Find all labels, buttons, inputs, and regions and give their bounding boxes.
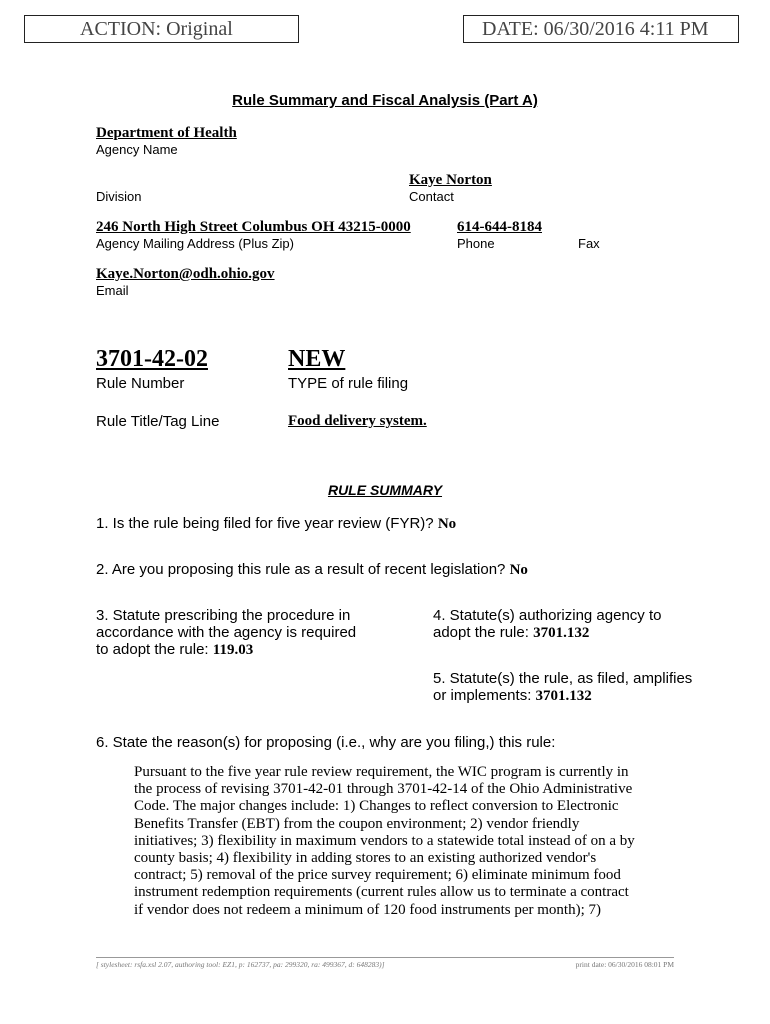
footer-stylesheet-info: [ stylesheet: rsfa.xsl 2.07, authoring tool: EZ1, p: 162737, pa: 299320, ra: 499367, d: 648283)] [96,960,385,969]
reason-line: contract; 5) removal of the price survey requirement; 6) eliminate minimum food [134,867,621,884]
email-value: Kaye.Norton@odh.ohio.gov [96,266,275,282]
question-1-text: 1. Is the rule being filed for five year review (FYR)? [96,515,434,532]
question-4-line-1: 4. Statute(s) authorizing agency to [433,607,662,624]
rule-number-label: Rule Number [96,375,185,392]
date-text: DATE: 06/30/2016 4:11 PM [482,18,709,40]
reason-line: county basis; 4) flexibility in adding stores to an existing authorized vendor's [134,850,597,867]
question-3 [96,607,356,659]
action-text: ACTION: Original [80,18,233,40]
answer-5: 3701.132 [535,688,592,704]
answer-4: 3701.132 [533,625,590,641]
date-box [463,15,739,43]
contact-label: Contact [409,189,454,204]
question-2 [96,561,528,579]
question-2-text: 2. Are you proposing this rule as a result of recent legislation? [96,561,506,578]
question-3-line-3: to adopt the rule: [96,641,209,658]
question-5-line-2: or implements: [433,687,532,704]
question-1 [96,515,456,533]
rule-number-value: 3701-42-02 [96,346,208,372]
division-label: Division [96,189,142,204]
question-5 [433,670,692,705]
agency-name-value: Department of Health [96,125,237,141]
question-4-line-2: adopt the rule: [433,624,529,641]
reason-line: if vendor does not redeem a minimum of 120 food instruments per month); 7) [134,901,601,918]
address-label: Agency Mailing Address (Plus Zip) [96,236,294,251]
question-3-line-2: accordance with the agency is required [96,624,357,641]
action-box [24,15,299,43]
question-5-line-1: 5. Statute(s) the rule, as filed, amplifies [433,670,693,687]
email-label: Email [96,283,129,298]
reason-paragraph [134,764,694,919]
rule-title-label: Rule Title/Tag Line [96,413,220,430]
rule-type-value: NEW [288,346,346,372]
phone-label: Phone [457,236,495,251]
footer [96,957,674,972]
contact-value: Kaye Norton [409,172,492,188]
footer-print-date: print date: 06/30/2016 08:01 PM [575,960,674,969]
fax-label: Fax [578,236,600,251]
reason-line: instrument redemption requirements (current rules allow us to terminate a contract [134,884,629,901]
rule-title-value: Food delivery system. [288,413,427,429]
reason-line: Pursuant to the five year rule review requirement, the WIC program is currently in [134,764,629,780]
rule-type-label: TYPE of rule filing [288,375,409,392]
reason-line: initiatives; 3) flexibility in maximum vendors to a statewide total instead of on a by [134,832,635,849]
answer-3: 119.03 [212,642,254,658]
answer-1: No [437,516,457,532]
answer-2: No [509,562,528,578]
rule-summary-heading: RULE SUMMARY [327,482,443,498]
question-6: 6. State the reason(s) for proposing (i.e., why are you filing,) this rule: [96,734,556,751]
page-title: Rule Summary and Fiscal Analysis (Part A) [232,92,538,109]
address-value: 246 North High Street Columbus OH 43215-0000 [96,219,411,235]
question-4 [433,607,661,642]
reason-line: the process of revising 3701-42-01 through 3701-42-14 of the Ohio Administrative [134,781,633,798]
reason-line: Benefits Transfer (EBT) from the coupon environment; 2) vendor friendly [134,815,580,832]
reason-line: Code. The major changes include: 1) Changes to reflect conversion to Electronic [134,798,619,815]
phone-value: 614-644-8184 [457,219,542,235]
agency-name-label: Agency Name [96,142,178,157]
question-3-line-1: 3. Statute prescribing the procedure in [96,607,351,624]
